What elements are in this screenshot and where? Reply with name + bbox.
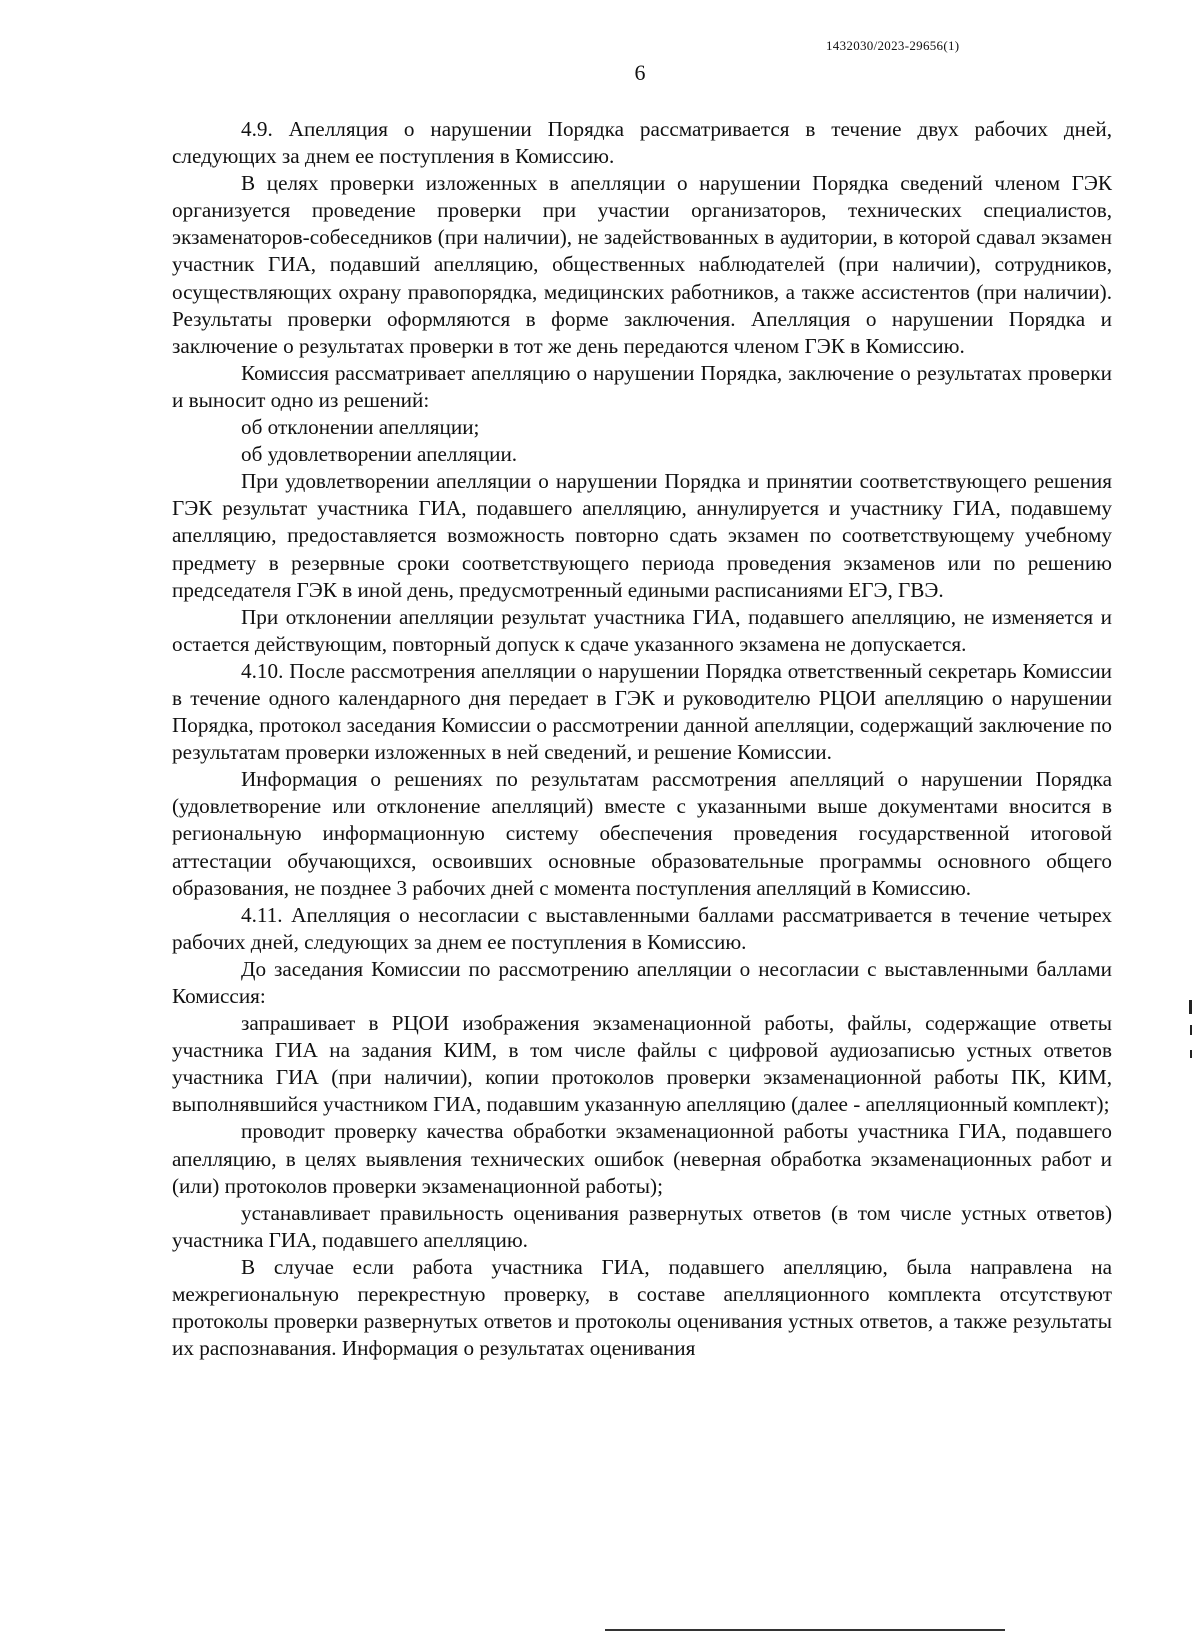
document-body (172, 116, 1112, 1362)
list-item-correctness: устанавливает правильность оценивания развернутых ответов (в том числе устных ответов) участника ГИА, подавшего апелляцию. (172, 1200, 1112, 1252)
paragraph-4-11: 4.11. Апелляция о несогласии с выставленными баллами рассматривается в течение четырех рабочих дней, следующих за днем ее поступления в Комиссию. (172, 902, 1112, 954)
scan-artifact-mark (1189, 1000, 1192, 1014)
paragraph-before-meeting: До заседания Комиссии по рассмотрению апелляции о несогласии с выставленными баллами Комиссия: (172, 956, 1112, 1008)
scan-artifact-mark (1190, 1025, 1192, 1035)
page-number: 6 (634, 60, 646, 85)
paragraph-4-9: 4.9. Апелляция о нарушении Порядка рассматривается в течение двух рабочих дней, следующих за днем ее поступления в Комиссию. (172, 117, 1112, 169)
paragraph-satisfaction: При удовлетворении апелляции о нарушении Порядка и принятии соответствующего решения ГЭК результат участника ГИА, подавшего апелляцию, аннулируется и участнику ГИА, подавшему апелляцию, предоставляется возможность повторно сдать экзамен по соответствующему учебному предмету в резервные сроки соответствующего периода проведения экзаменов или по решению председателя ГЭК в иной день, предусмотренный едиными расписаниями ЕГЭ, ГВЭ. (172, 469, 1112, 602)
document-registration-number: 1432030/2023-29656(1) (826, 38, 960, 53)
paragraph-4-10: 4.10. После рассмотрения апелляции о нарушении Порядка ответственный секретарь Комиссии в течение одного календарного дня передает в ГЭК и руководителю РЦОИ апелляцию о нарушении Порядка, протокол заседания Комиссии о рассмотрении данной апелляции, содержащий заключение по результатам проверки изложенных в ней сведений, и решение Комиссии. (172, 658, 1112, 765)
list-item-satisfy: об удовлетворении апелляции. (241, 442, 518, 467)
list-item-request: запрашивает в РЦОИ изображения экзаменационной работы, файлы, содержащие ответы участника ГИА на задания КИМ, в том числе файлы с цифровой аудиозаписью устных ответов участника ГИА (при наличии), копии протоколов проверки экзаменационной работы ПК, КИМ, выполнявшийся участником ГИА, подавшим указанную апелляцию (далее - апелляционный комплект); (172, 1011, 1112, 1117)
list-item-quality-check: проводит проверку качества обработки экзаменационной работы участника ГИА, подавшего апелляцию, в целях выявления технических ошибок (неверная обработка экзаменационных работ и (или) протоколов проверки экзаменационной работы); (172, 1119, 1112, 1198)
paragraph-verification: В целях проверки изложенных в апелляции о нарушении Порядка сведений членом ГЭК организуется проведение проверки при участии организаторов, технических специалистов, экзаменаторов-собеседников (при наличии), не задействованных в аудитории, в которой сдавал экзамен участник ГИА, подавший апелляцию, общественных наблюдателей (при наличии), сотрудников, осуществляющих охрану правопорядка, медицинских работников, а также ассистентов (при наличии). Результаты проверки оформляются в форме заключения. Апелляция о нарушении Порядка и заключение о результатах проверки в тот же день передаются членом ГЭК в Комиссию. (172, 171, 1112, 358)
paragraph-interregional: В случае если работа участника ГИА, подавшего апелляцию, была направлена на межрегиональную перекрестную проверку, в составе апелляционного комплекта отсутствуют протоколы проверки развернутых ответов и протоколы оценивания устных ответов, а также результаты их распознавания. Информация о результатах оценивания (172, 1254, 1112, 1361)
scan-artifact-mark (1190, 1050, 1192, 1058)
scan-bottom-line (605, 1629, 1005, 1631)
paragraph-information: Информация о решениях по результатам рассмотрения апелляций о нарушении Порядка (удовлетворение или отклонение апелляций) вместе с указанными выше документами вносится в региональную информационную систему обеспечения проведения государственной итоговой аттестации обучающихся, освоивших основные образовательные программы основного общего образования, не позднее 3 рабочих дней с момента поступления апелляций в Комиссию. (172, 767, 1112, 900)
list-item-reject: об отклонении апелляции; (241, 415, 480, 440)
paragraph-rejection: При отклонении апелляции результат участника ГИА, подавшего апелляцию, не изменяется и остается действующим, повторный допуск к сдаче указанного экзамена не допускается. (172, 604, 1112, 656)
paragraph-commission-decision: Комиссия рассматривает апелляцию о нарушении Порядка, заключение о результатах проверки и выносит одно из решений: (172, 360, 1112, 412)
